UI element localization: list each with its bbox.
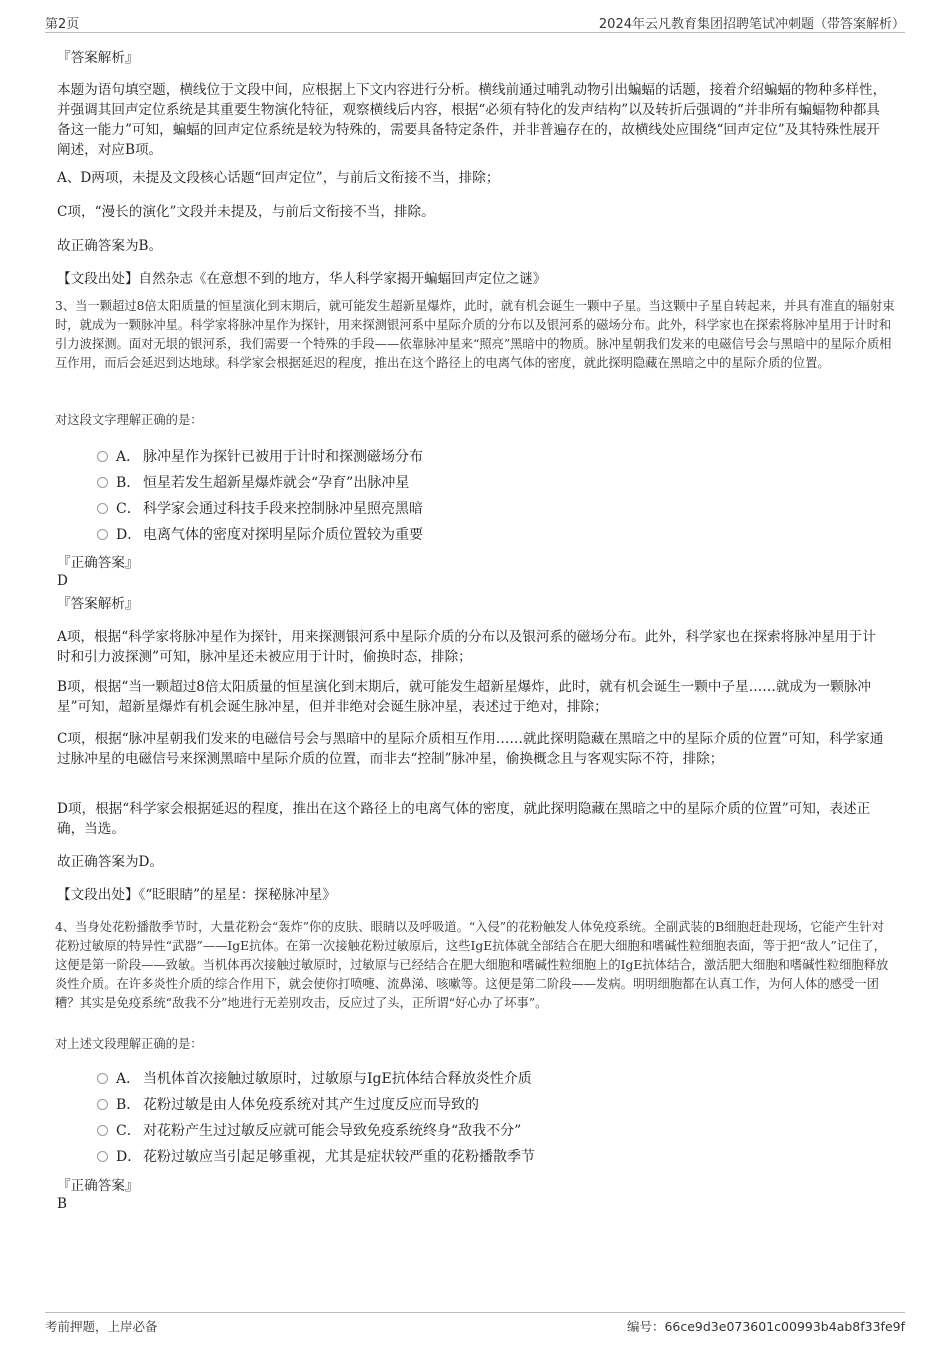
option-text: 脉冲星作为探针已被用于计时和探测磁场分布 — [143, 449, 423, 465]
q4-prompt: 对上述文段理解正确的是： — [55, 1037, 203, 1051]
footer-slogan: 考前押题，上岸必备 — [45, 1319, 158, 1334]
q3-analysis-label: 『答案解析』 — [57, 596, 139, 612]
page-header — [45, 10, 905, 33]
q3-answer-label: 『正确答案』 — [57, 555, 139, 571]
option-text: 花粉过敏是由人体免疫系统对其产生过度反应而导致的 — [143, 1097, 479, 1113]
q3-option-b[interactable] — [97, 473, 409, 493]
page-number: 第2页 — [45, 17, 80, 32]
option-letter: C． — [116, 1123, 141, 1139]
radio-icon[interactable] — [97, 529, 108, 540]
q3-answer: D — [57, 573, 68, 589]
option-text: 当机体首次接触过敏原时，过敏原与IgE抗体结合释放炎性介质 — [143, 1071, 532, 1087]
q3-option-a[interactable] — [97, 447, 423, 467]
option-text: 对花粉产生过过敏反应就可能会导致免疫系统终身“敌我不分” — [143, 1123, 522, 1139]
q2-analysis-label: 『答案解析』 — [57, 50, 139, 66]
q3-source: 【文段出处】《“眨眼睛”的星星：探秘脉冲星》 — [57, 887, 336, 903]
q2-source: 【文段出处】自然杂志《在意想不到的地方，华人科学家揭开蝙蝠回声定位之谜》 — [57, 271, 547, 287]
q3-prompt: 对这段文字理解正确的是： — [55, 413, 203, 427]
q3-analysis-d: D项，根据“科学家会根据延迟的程度，推出在这个路径上的电离气体的密度，就此探明隐藏在黑暗之中的星际介质的位置”可知，表述正确，当选。 — [57, 801, 871, 837]
document-id: 编号：66ce9d3e073601c00993b4ab8f33fe9f — [626, 1319, 905, 1334]
radio-icon[interactable] — [97, 1151, 108, 1162]
q3-conclusion: 故正确答案为D。 — [57, 854, 164, 870]
option-text: 恒星若发生超新星爆炸就会“孕育”出脉冲星 — [143, 475, 410, 491]
q2-analysis-c: C项，“漫长的演化”文段并未提及，与前后文衔接不当，排除。 — [57, 204, 435, 220]
q3-option-c[interactable] — [97, 499, 423, 519]
option-letter: B． — [116, 1097, 141, 1113]
q4-answer: B — [57, 1196, 67, 1212]
option-letter: A． — [116, 1071, 141, 1087]
q4-option-c[interactable] — [97, 1121, 521, 1141]
q3-option-d[interactable] — [97, 525, 423, 545]
radio-icon[interactable] — [97, 451, 108, 462]
option-text: 科学家会通过科技手段来控制脉冲星照亮黑暗 — [143, 501, 423, 517]
option-letter: D． — [116, 1149, 142, 1165]
option-letter: C． — [116, 501, 141, 517]
q3-analysis-b: B项，根据“当一颗超过8倍太阳质量的恒星演化到末期后，就可能发生超新星爆炸，此时，就有机会诞生一颗中子星……就成为一颗脉冲星”可知，超新星爆炸有机会诞生脉冲星，但并非绝对会诞生脉冲星，表述过于绝对，排除； — [57, 679, 872, 715]
q4-stem: 4、当身处花粉播散季节时，大量花粉会“轰炸”你的皮肤、眼睛以及呼吸道。“入侵”的花粉触发人体免疫系统。全副武装的B细胞赶赴现场，它能产生针对花粉过敏原的特异性“武器”——IgE抗体。在第一次接触花粉过敏原后，这些IgE抗体就全部结合在肥大细胞和嗜碱性粒细胞表面，等于把“敌人”记住了，这便是第一阶段——致敏。当机体再次接触过敏原时，过敏原与已经结合在肥大细胞和嗜碱性粒细胞上的IgE抗体结合，激活肥大细胞和嗜碱性粒细胞释放炎性介质。在许多炎性介质的综合作用下，就会使你打喷嚏、流鼻涕、咳嗽等。这便是第二阶段——发病。明明细胞都在认真工作，为何人体的感受一团糟？其实是免疫系统“敌我不分”地进行无差别攻击，反应过了头，正所谓“好心办了坏事”。 — [55, 920, 889, 1010]
option-text: 花粉过敏应当引起足够重视，尤其是症状较严重的花粉播散季节 — [143, 1149, 535, 1165]
q3-analysis-c: C项，根据“脉冲星朝我们发来的电磁信号会与黑暗中的星际介质相互作用……就此探明隐藏在黑暗之中的星际介质的位置”可知，科学家通过脉冲星的电磁信号来探测黑暗中星际介质的位置，而非去“控制”脉冲星，偷换概念且与客观实际不符，排除； — [57, 731, 884, 767]
q3-stem: 3、当一颗超过8倍太阳质量的恒星演化到末期后，就可能发生超新星爆炸，此时，就有机会诞生一颗中子星。当这颗中子星自转起来，并具有准直的辐射束时，就成为一颗脉冲星。科学家将脉冲星作为探针，用来探测银河系中星际介质的分布以及银河系的磁场分布。此外，科学家也在探索将脉冲星用于计时和引力波探测。面对无垠的银河系，我们需要一个特殊的手段——依靠脉冲星来“照亮”黑暗中的物质。脉冲星朝我们发来的电磁信号会与黑暗中的星际介质相互作用，而后会延迟到达地球。科学家会根据延迟的程度，推出在这个路径上的电离气体的密度，就此探明隐藏在黑暗之中的星际介质的位置。 — [55, 299, 895, 370]
q4-answer-label: 『正确答案』 — [57, 1178, 139, 1194]
radio-icon[interactable] — [97, 503, 108, 514]
q4-option-a[interactable] — [97, 1069, 532, 1089]
radio-icon[interactable] — [97, 1099, 108, 1110]
option-text: 电离气体的密度对探明星际介质位置较为重要 — [143, 527, 423, 543]
radio-icon[interactable] — [97, 1073, 108, 1084]
q3-analysis-a: A项，根据“科学家将脉冲星作为探针，用来探测银河系中星际介质的分布以及银河系的磁场分布。此外，科学家也在探索将脉冲星用于计时和引力波探测”可知，脉冲星还未被应用于计时，偷换时态，排除； — [57, 629, 876, 665]
document-title: 2024年云凡教育集团招聘笔试冲刺题（带答案解析） — [598, 17, 905, 32]
q2-analysis-ad: A、D两项，未提及文段核心话题“回声定位”，与前后文衔接不当，排除； — [57, 170, 500, 186]
option-letter: A． — [116, 449, 141, 465]
q4-option-b[interactable] — [97, 1095, 479, 1115]
radio-icon[interactable] — [97, 1125, 108, 1136]
q4-option-d[interactable] — [97, 1147, 535, 1167]
q2-conclusion: 故正确答案为B。 — [57, 238, 163, 254]
option-letter: B． — [116, 475, 141, 491]
option-letter: D． — [116, 527, 142, 543]
radio-icon[interactable] — [97, 477, 108, 488]
page-footer — [45, 1312, 905, 1337]
q2-analysis-para: 本题为语句填空题，横线位于文段中间，应根据上下文内容进行分析。横线前通过哺乳动物引出蝙蝠的话题，接着介绍蝙蝠的物种多样性，并强调其回声定位系统是其重要生物演化特征，观察横线后内容，根据“必须有特化的发声结构”以及转折后强调的“并非所有蝙蝠物种都具备这一能力”可知，蝙蝠的回声定位系统是较为特殊的，需要具备特定条件，并非普遍存在的，故横线处应围绕“回声定位”及其特殊性展开阐述，对应B项。 — [57, 82, 887, 158]
